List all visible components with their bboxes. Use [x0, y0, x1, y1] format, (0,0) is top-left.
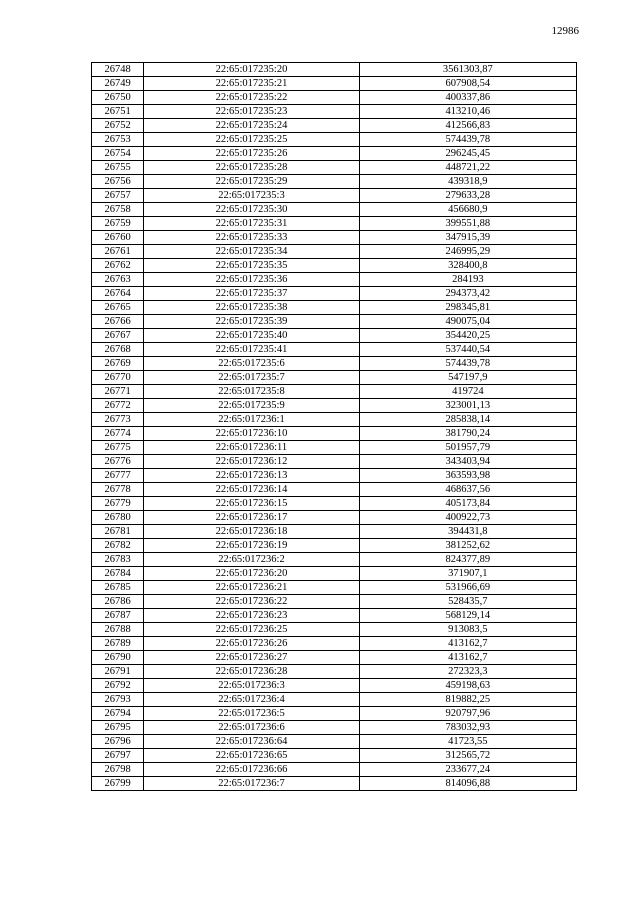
table-row [92, 539, 577, 553]
table-row [92, 133, 577, 147]
cadastral-number-cell: 22:65:017236:25 [144, 623, 359, 637]
cadastral-number-cell: 22:65:017235:29 [144, 175, 359, 189]
value-cell: 574439,78 [359, 133, 576, 147]
value-cell: 568129,14 [359, 609, 576, 623]
table-row [92, 511, 577, 525]
value-cell: 343403,94 [359, 455, 576, 469]
table-row [92, 735, 577, 749]
table-row [92, 245, 577, 259]
value-cell: 468637,56 [359, 483, 576, 497]
cadastral-number-cell: 22:65:017235:26 [144, 147, 359, 161]
row-number-cell: 26755 [92, 161, 144, 175]
row-number-cell: 26791 [92, 665, 144, 679]
value-cell: 413210,46 [359, 105, 576, 119]
cadastral-number-cell: 22:65:017236:14 [144, 483, 359, 497]
row-number-cell: 26761 [92, 245, 144, 259]
value-cell: 537440,54 [359, 343, 576, 357]
cadastral-number-cell: 22:65:017236:18 [144, 525, 359, 539]
row-number-cell: 26758 [92, 203, 144, 217]
cadastral-number-cell: 22:65:017236:1 [144, 413, 359, 427]
cadastral-number-cell: 22:65:017235:40 [144, 329, 359, 343]
table-row [92, 497, 577, 511]
table-row [92, 693, 577, 707]
table-row [92, 161, 577, 175]
value-cell: 323001,13 [359, 399, 576, 413]
row-number-cell: 26751 [92, 105, 144, 119]
table-row [92, 413, 577, 427]
value-cell: 3561303,87 [359, 63, 576, 77]
row-number-cell: 26797 [92, 749, 144, 763]
cadastral-number-cell: 22:65:017236:64 [144, 735, 359, 749]
value-cell: 381790,24 [359, 427, 576, 441]
value-cell: 354420,25 [359, 329, 576, 343]
table-row [92, 329, 577, 343]
table-row [92, 301, 577, 315]
value-cell: 456680,9 [359, 203, 576, 217]
value-cell: 279633,28 [359, 189, 576, 203]
table-row [92, 679, 577, 693]
table-row [92, 609, 577, 623]
cadastral-number-cell: 22:65:017236:5 [144, 707, 359, 721]
table-row [92, 525, 577, 539]
row-number-cell: 26794 [92, 707, 144, 721]
cadastral-number-cell: 22:65:017235:22 [144, 91, 359, 105]
value-cell: 394431,8 [359, 525, 576, 539]
table-row [92, 623, 577, 637]
value-cell: 371907,1 [359, 567, 576, 581]
cadastral-number-cell: 22:65:017235:37 [144, 287, 359, 301]
value-cell: 814096,88 [359, 777, 576, 791]
value-cell: 783032,93 [359, 721, 576, 735]
row-number-cell: 26786 [92, 595, 144, 609]
table-row [92, 147, 577, 161]
cadastral-number-cell: 22:65:017236:21 [144, 581, 359, 595]
table-body [92, 63, 577, 791]
row-number-cell: 26766 [92, 315, 144, 329]
value-cell: 413162,7 [359, 637, 576, 651]
value-cell: 284193 [359, 273, 576, 287]
value-cell: 819882,25 [359, 693, 576, 707]
table-row [92, 203, 577, 217]
table-row [92, 315, 577, 329]
cadastral-number-cell: 22:65:017235:38 [144, 301, 359, 315]
value-cell: 574439,78 [359, 357, 576, 371]
value-cell: 531966,69 [359, 581, 576, 595]
cadastral-number-cell: 22:65:017235:21 [144, 77, 359, 91]
cadastral-number-cell: 22:65:017235:39 [144, 315, 359, 329]
cadastral-number-cell: 22:65:017235:35 [144, 259, 359, 273]
row-number-cell: 26748 [92, 63, 144, 77]
row-number-cell: 26759 [92, 217, 144, 231]
value-cell: 328400,8 [359, 259, 576, 273]
table-row [92, 385, 577, 399]
table-row [92, 343, 577, 357]
value-cell: 246995,29 [359, 245, 576, 259]
value-cell: 490075,04 [359, 315, 576, 329]
table-row [92, 777, 577, 791]
cadastral-number-cell: 22:65:017236:10 [144, 427, 359, 441]
row-number-cell: 26780 [92, 511, 144, 525]
table-row [92, 651, 577, 665]
row-number-cell: 26767 [92, 329, 144, 343]
cadastral-number-cell: 22:65:017235:9 [144, 399, 359, 413]
row-number-cell: 26784 [92, 567, 144, 581]
row-number-cell: 26778 [92, 483, 144, 497]
row-number-cell: 26763 [92, 273, 144, 287]
row-number-cell: 26781 [92, 525, 144, 539]
value-cell: 312565,72 [359, 749, 576, 763]
cadastral-number-cell: 22:65:017235:3 [144, 189, 359, 203]
value-cell: 547197,9 [359, 371, 576, 385]
table-row [92, 665, 577, 679]
value-cell: 41723,55 [359, 735, 576, 749]
value-cell: 285838,14 [359, 413, 576, 427]
table-row [92, 427, 577, 441]
row-number-cell: 26775 [92, 441, 144, 455]
row-number-cell: 26774 [92, 427, 144, 441]
table-row [92, 707, 577, 721]
table-row [92, 217, 577, 231]
value-cell: 296245,45 [359, 147, 576, 161]
cadastral-number-cell: 22:65:017236:26 [144, 637, 359, 651]
cadastral-number-cell: 22:65:017235:33 [144, 231, 359, 245]
row-number-cell: 26782 [92, 539, 144, 553]
cadastral-number-cell: 22:65:017236:22 [144, 595, 359, 609]
cadastral-number-cell: 22:65:017235:6 [144, 357, 359, 371]
cadastral-number-cell: 22:65:017236:66 [144, 763, 359, 777]
cadastral-number-cell: 22:65:017236:20 [144, 567, 359, 581]
row-number-cell: 26776 [92, 455, 144, 469]
cadastral-number-cell: 22:65:017236:6 [144, 721, 359, 735]
value-cell: 400337,86 [359, 91, 576, 105]
value-cell: 363593,98 [359, 469, 576, 483]
value-cell: 405173,84 [359, 497, 576, 511]
cadastral-number-cell: 22:65:017235:36 [144, 273, 359, 287]
table-row [92, 231, 577, 245]
cadastral-number-cell: 22:65:017235:25 [144, 133, 359, 147]
row-number-cell: 26792 [92, 679, 144, 693]
table-row [92, 273, 577, 287]
table-row [92, 371, 577, 385]
cadastral-number-cell: 22:65:017236:11 [144, 441, 359, 455]
table-row [92, 63, 577, 77]
cadastral-number-cell: 22:65:017236:3 [144, 679, 359, 693]
table-row [92, 105, 577, 119]
row-number-cell: 26789 [92, 637, 144, 651]
value-cell: 448721,22 [359, 161, 576, 175]
row-number-cell: 26788 [92, 623, 144, 637]
cadastral-number-cell: 22:65:017235:7 [144, 371, 359, 385]
row-number-cell: 26771 [92, 385, 144, 399]
table-row [92, 567, 577, 581]
row-number-cell: 26753 [92, 133, 144, 147]
cadastral-number-cell: 22:65:017235:8 [144, 385, 359, 399]
row-number-cell: 26798 [92, 763, 144, 777]
value-cell: 419724 [359, 385, 576, 399]
cadastral-number-cell: 22:65:017236:12 [144, 455, 359, 469]
value-cell: 233677,24 [359, 763, 576, 777]
row-number-cell: 26756 [92, 175, 144, 189]
value-cell: 607908,54 [359, 77, 576, 91]
table-row [92, 399, 577, 413]
table-row [92, 189, 577, 203]
table-row [92, 749, 577, 763]
cadastral-number-cell: 22:65:017235:28 [144, 161, 359, 175]
row-number-cell: 26752 [92, 119, 144, 133]
row-number-cell: 26768 [92, 343, 144, 357]
value-cell: 272323,3 [359, 665, 576, 679]
row-number-cell: 26749 [92, 77, 144, 91]
table-row [92, 441, 577, 455]
cadastral-number-cell: 22:65:017236:15 [144, 497, 359, 511]
table-row [92, 553, 577, 567]
cadastral-number-cell: 22:65:017235:24 [144, 119, 359, 133]
row-number-cell: 26790 [92, 651, 144, 665]
table-row [92, 77, 577, 91]
row-number-cell: 26777 [92, 469, 144, 483]
page-number: 12986 [551, 25, 579, 37]
row-number-cell: 26779 [92, 497, 144, 511]
row-number-cell: 26750 [92, 91, 144, 105]
cadastral-number-cell: 22:65:017236:4 [144, 693, 359, 707]
table-row [92, 287, 577, 301]
table-row [92, 91, 577, 105]
table-row [92, 469, 577, 483]
value-cell: 824377,89 [359, 553, 576, 567]
row-number-cell: 26796 [92, 735, 144, 749]
row-number-cell: 26773 [92, 413, 144, 427]
table-row [92, 581, 577, 595]
row-number-cell: 26787 [92, 609, 144, 623]
value-cell: 347915,39 [359, 231, 576, 245]
value-cell: 400922,73 [359, 511, 576, 525]
row-number-cell: 26783 [92, 553, 144, 567]
value-cell: 412566,83 [359, 119, 576, 133]
table-row [92, 637, 577, 651]
row-number-cell: 26757 [92, 189, 144, 203]
table-row [92, 357, 577, 371]
cadastral-number-cell: 22:65:017235:30 [144, 203, 359, 217]
cadastral-number-cell: 22:65:017235:34 [144, 245, 359, 259]
cadastral-number-cell: 22:65:017236:19 [144, 539, 359, 553]
cadastral-number-cell: 22:65:017235:41 [144, 343, 359, 357]
value-cell: 399551,88 [359, 217, 576, 231]
cadastral-number-cell: 22:65:017235:23 [144, 105, 359, 119]
cadastral-number-cell: 22:65:017236:17 [144, 511, 359, 525]
row-number-cell: 26765 [92, 301, 144, 315]
row-number-cell: 26770 [92, 371, 144, 385]
table-row [92, 595, 577, 609]
row-number-cell: 26795 [92, 721, 144, 735]
value-cell: 528435,7 [359, 595, 576, 609]
table-row [92, 259, 577, 273]
row-number-cell: 26762 [92, 259, 144, 273]
value-cell: 381252,62 [359, 539, 576, 553]
value-cell: 913083,5 [359, 623, 576, 637]
cadastral-number-cell: 22:65:017236:13 [144, 469, 359, 483]
table-row [92, 175, 577, 189]
row-number-cell: 26799 [92, 777, 144, 791]
cadastral-number-cell: 22:65:017236:27 [144, 651, 359, 665]
row-number-cell: 26793 [92, 693, 144, 707]
cadastral-number-cell: 22:65:017236:7 [144, 777, 359, 791]
table-row [92, 483, 577, 497]
row-number-cell: 26785 [92, 581, 144, 595]
cadastral-value-table [91, 62, 577, 791]
cadastral-number-cell: 22:65:017235:31 [144, 217, 359, 231]
row-number-cell: 26754 [92, 147, 144, 161]
table-row [92, 455, 577, 469]
cadastral-number-cell: 22:65:017236:28 [144, 665, 359, 679]
value-cell: 459198,63 [359, 679, 576, 693]
table-row [92, 721, 577, 735]
row-number-cell: 26760 [92, 231, 144, 245]
table-row [92, 763, 577, 777]
cadastral-number-cell: 22:65:017236:65 [144, 749, 359, 763]
value-cell: 920797,96 [359, 707, 576, 721]
value-cell: 501957,79 [359, 441, 576, 455]
value-cell: 413162,7 [359, 651, 576, 665]
value-cell: 439318,9 [359, 175, 576, 189]
value-cell: 298345,81 [359, 301, 576, 315]
row-number-cell: 26772 [92, 399, 144, 413]
cadastral-number-cell: 22:65:017235:20 [144, 63, 359, 77]
value-cell: 294373,42 [359, 287, 576, 301]
row-number-cell: 26769 [92, 357, 144, 371]
table-row [92, 119, 577, 133]
cadastral-number-cell: 22:65:017236:23 [144, 609, 359, 623]
row-number-cell: 26764 [92, 287, 144, 301]
cadastral-number-cell: 22:65:017236:2 [144, 553, 359, 567]
